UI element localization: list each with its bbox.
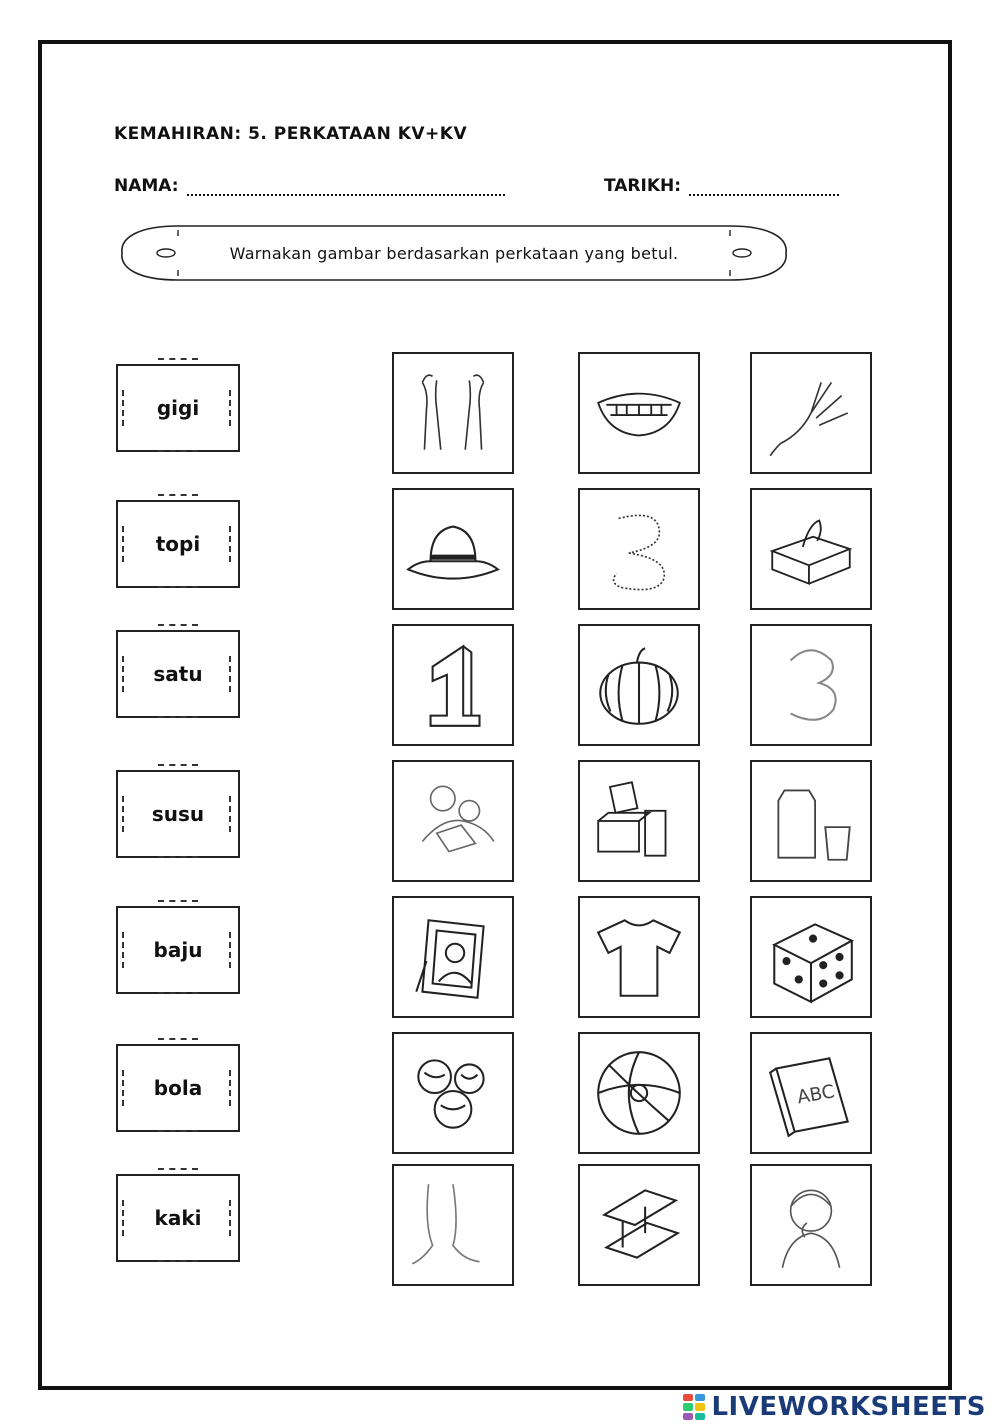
teeth-icon	[588, 362, 690, 464]
word-box-susu[interactable]	[116, 770, 240, 858]
picture-number-three[interactable]	[750, 624, 872, 746]
number-one-icon	[402, 634, 504, 736]
name-label: NAMA:	[114, 176, 179, 196]
picture-hand[interactable]	[750, 352, 872, 474]
word-label: satu	[153, 662, 203, 686]
picture-arms[interactable]	[392, 352, 514, 474]
svg-text:ABC: ABC	[795, 1081, 837, 1109]
picture-legs[interactable]	[392, 1164, 514, 1286]
picture-abc-book[interactable]	[750, 1032, 872, 1154]
word-label: kaki	[154, 1206, 202, 1230]
marbles-icon	[402, 1042, 504, 1144]
picture-marbles[interactable]	[392, 1032, 514, 1154]
word-label: susu	[151, 802, 205, 826]
word-box-gigi[interactable]	[116, 364, 240, 452]
beach-ball-icon	[588, 1042, 690, 1144]
picture-necklace[interactable]	[578, 488, 700, 610]
instruction-text: Warnakan gambar berdasarkan perkataan yang betul.	[229, 243, 679, 263]
name-line[interactable]	[187, 180, 505, 196]
number-three-icon	[760, 634, 862, 736]
tissue-box-icon	[760, 498, 862, 600]
boxes-icon	[588, 770, 690, 872]
picture-beach-ball[interactable]	[578, 1032, 700, 1154]
steel-beam-icon	[588, 1174, 690, 1276]
photo-frame-icon	[402, 906, 504, 1008]
picture-photo-frame[interactable]	[392, 896, 514, 1018]
word-label: gigi	[156, 396, 200, 420]
word-label: bola	[153, 1076, 203, 1100]
legs-icon	[402, 1174, 504, 1276]
hat-icon	[402, 498, 504, 600]
abc-book-icon	[760, 1042, 862, 1144]
picture-pumpkin[interactable]	[578, 624, 700, 746]
hand-icon	[760, 362, 862, 464]
picture-dice[interactable]	[750, 896, 872, 1018]
footer-brand[interactable]	[683, 1392, 986, 1422]
picture-teeth[interactable]	[578, 352, 700, 474]
word-box-kaki[interactable]	[116, 1174, 240, 1262]
necklace-icon	[588, 498, 690, 600]
word-label: topi	[155, 532, 201, 556]
word-box-bola[interactable]	[116, 1044, 240, 1132]
pumpkin-icon	[588, 634, 690, 736]
worksheet-heading: KEMAHIRAN: 5. PERKATAAN KV+KV	[114, 124, 468, 144]
date-label: TARIKH:	[604, 176, 682, 196]
name-field[interactable]	[114, 176, 505, 196]
brand-name: LIVEWORKSHEETS	[711, 1392, 986, 1422]
reading-kids-icon	[402, 770, 504, 872]
date-field[interactable]	[604, 176, 839, 196]
date-line[interactable]	[689, 180, 839, 196]
arms-icon	[402, 362, 504, 464]
picture-reading-kids[interactable]	[392, 760, 514, 882]
liveworksheets-logo-icon	[683, 1394, 705, 1420]
picture-tissue-box[interactable]	[750, 488, 872, 610]
dice-icon	[760, 906, 862, 1008]
picture-hat[interactable]	[392, 488, 514, 610]
picture-number-one[interactable]	[392, 624, 514, 746]
thinking-person-icon	[760, 1174, 862, 1276]
word-label: baju	[153, 938, 203, 962]
word-box-topi[interactable]	[116, 500, 240, 588]
picture-tshirt[interactable]	[578, 896, 700, 1018]
word-box-baju[interactable]	[116, 906, 240, 994]
picture-milk[interactable]	[750, 760, 872, 882]
word-box-satu[interactable]	[116, 630, 240, 718]
picture-steel-beam[interactable]	[578, 1164, 700, 1286]
instruction-banner	[118, 222, 790, 284]
tshirt-icon	[588, 906, 690, 1008]
milk-icon	[760, 770, 862, 872]
picture-boxes[interactable]	[578, 760, 700, 882]
picture-thinking-person[interactable]	[750, 1164, 872, 1286]
